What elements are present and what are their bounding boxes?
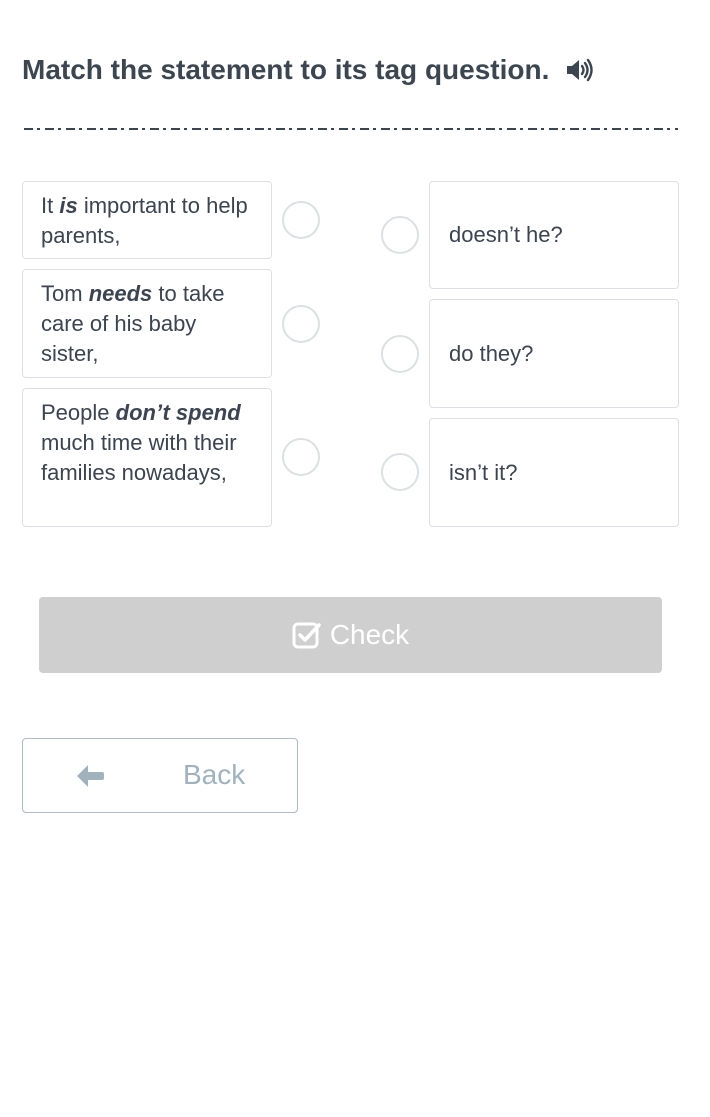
check-button[interactable] (39, 597, 662, 673)
statement-card-3[interactable] (22, 388, 272, 527)
dashed-divider (24, 126, 678, 132)
tag-label: isn’t it? (449, 459, 518, 485)
statement-text-after: important to help parents, (41, 193, 248, 248)
tag-card-2[interactable] (429, 299, 679, 408)
tag-radio-1[interactable] (381, 216, 419, 254)
statement-text-before: People (41, 400, 116, 425)
check-label: Check (329, 619, 410, 650)
back-label: Back (183, 759, 246, 790)
statement-radio-3[interactable] (282, 438, 320, 476)
tag-label: do they? (449, 340, 534, 366)
statement-emphasis: is (59, 193, 78, 218)
statement-emphasis: needs (88, 281, 153, 306)
statement-card-2[interactable] (22, 269, 272, 378)
statement-radio-2[interactable] (282, 305, 320, 343)
statement-text-after: to take care of his baby sister, (41, 281, 225, 366)
statement-card-1[interactable] (22, 181, 272, 259)
tag-label: doesn’t he? (449, 222, 563, 247)
back-button[interactable] (22, 738, 298, 813)
tag-card-3[interactable] (429, 418, 679, 527)
speaker-icon[interactable] (565, 58, 593, 82)
tag-card-1[interactable] (429, 181, 679, 289)
title-text: Match the statement to its tag question. (22, 54, 550, 85)
arrow-left-icon (75, 763, 105, 789)
statement-text-after: much time with their families nowadays, (41, 430, 237, 485)
statement-radio-1[interactable] (282, 201, 320, 239)
tag-radio-2[interactable] (381, 335, 419, 373)
statement-text-before: Tom (41, 281, 89, 306)
page-title (22, 54, 593, 86)
statement-emphasis: don’t spend (115, 400, 241, 425)
statement-text-before: It (41, 193, 60, 218)
tag-radio-3[interactable] (381, 453, 419, 491)
checkbox-check-icon (292, 620, 322, 650)
